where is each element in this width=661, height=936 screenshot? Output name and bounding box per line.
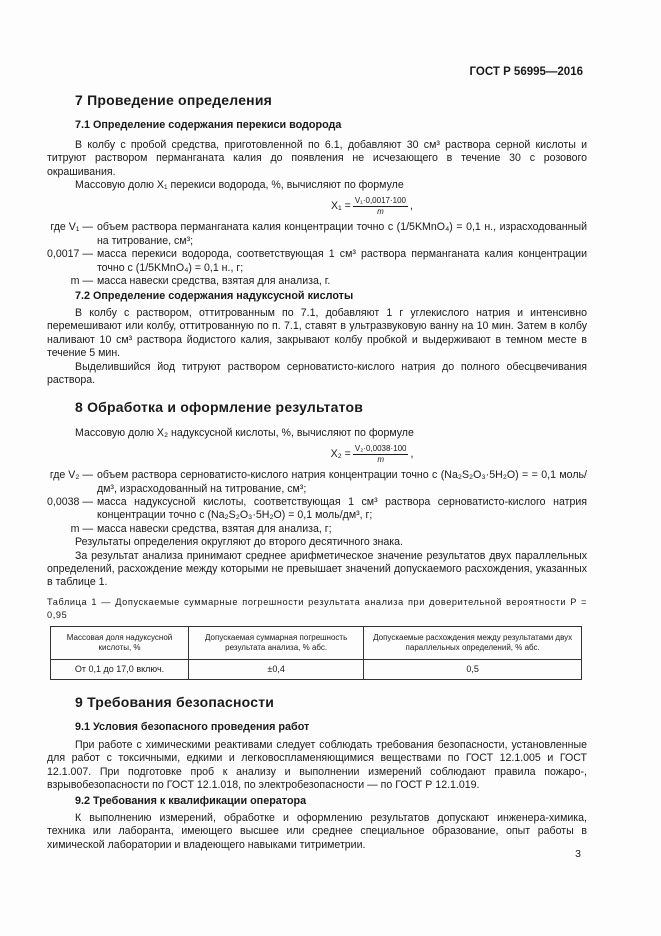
paragraph: Массовую долю X₂ надуксусной кислоты, %, вычисляют по формуле <box>75 426 414 439</box>
table-header-cell: Допускаемая суммарная погрешность результата анализа, % абс. <box>189 626 364 659</box>
section-7-1-title: 7.1 Определение содержания перекиси водорода <box>75 119 342 132</box>
formula-tail: , <box>410 200 413 213</box>
table-row <box>51 659 582 679</box>
document-id-header: ГОСТ Р 56995—2016 <box>469 66 583 78</box>
paragraph: Результаты определения округляют до второго десятичного знака. <box>75 536 404 549</box>
paragraph: В колбу с раствором, оттитрованным по 7.1, добавляют 1 г углекислого натрия и интенсивно перемешивают или колбу, оттитрованную по п. 7.1, ставят в ультразвуковую ванну на 10 мин. Затем в колбу наливают 10 см³ раствора йодистого калия, закрывают колбу пробкой и выдерживают в темном месте в течение 5 мин. <box>47 306 587 360</box>
formula-tail: , <box>410 447 414 460</box>
paragraph: Массовую долю X₁ перекиси водорода, %, вычисляют по формуле <box>75 179 404 192</box>
table-cell: 0,5 <box>364 659 582 679</box>
formula-lhs: X₂ = <box>330 447 351 460</box>
legend-key: m — <box>70 275 93 288</box>
formula-fraction <box>353 196 408 217</box>
legend-key: 0,0038 — <box>47 495 93 508</box>
formula-legend <box>47 469 587 536</box>
legend-value: масса перекиси водорода, соответствующая 1 см³ раствора перманганата калия концентрации точно c (1/5KMnO₄) = 0,1 н., г; <box>96 248 587 274</box>
formula-denominator: m <box>377 207 384 217</box>
section-7-2-title: 7.2 Определение содержания надуксусной кислоты <box>75 290 354 303</box>
formula-fraction <box>353 444 409 465</box>
document-body <box>47 94 587 852</box>
table-caption: Таблица 1 — Допускаемые суммарные погрешности результата анализа при доверительной вероятности P = 0,95 <box>47 596 587 621</box>
table-cell: От 0,1 до 17,0 включ. <box>51 659 189 679</box>
formula-lhs: X₁ = <box>331 200 351 213</box>
formula-x1 <box>157 196 587 217</box>
legend-value: масса надуксусной кислоты, соответствующая 1 см³ раствора серноватисто-кислого натрия концентрации точно c (Na₂S₂O₃·5H₂O) = 0,1 моль/дм³, г; <box>96 495 587 522</box>
legend-key: где V₂ — <box>49 469 93 482</box>
section-8-title: 8 Обработка и оформление результатов <box>75 399 364 416</box>
table-cell: ±0,4 <box>189 659 364 679</box>
section-7-title: 7 Проведение определения <box>75 92 273 108</box>
legend-value: масса навески средства, взятая для анализа, г. <box>96 275 331 288</box>
paragraph: При работе с химическими реактивами следует соблюдать требования безопасности, установленные для работ с токсичными, едкими и легковоспламеняющимися веществами по ГОСТ 12.1.005 и ГОСТ 12.1.007. При подготовке проб к анализу и выполнении измерений соблюдают правила пожаро-, взрывобезопасности по ГОСТ 12.1.018, по электробезопасности — по ГОСТ Р 12.1.019. <box>47 738 587 792</box>
tolerance-table <box>50 626 582 680</box>
formula-numerator: V₂·0,0038·100 <box>354 444 407 454</box>
formula-denominator: m <box>377 455 384 465</box>
section-9-2-title: 9.2 Требования к квалификации оператора <box>75 795 307 808</box>
section-9-title: 9 Требования безопасности <box>75 694 275 710</box>
table-header-row <box>51 626 582 659</box>
section-9-1-title: 9.1 Условия безопасного проведения работ <box>75 721 310 734</box>
legend-value: объем раствора перманганата калия концентрации точно c (1/5KMnO₄) = 0,1 н., израсходованный на титрование, см³; <box>96 221 587 247</box>
legend-key: 0,0017 — <box>47 248 93 261</box>
page-number: 3 <box>575 848 581 860</box>
paragraph: В колбу с пробой средства, приготовленной по 6.1, добавляют 30 см³ раствора серной кислоты и титруют раствором перманганата калия до появления не исчезающего в течение 30 с розового окрашивания. <box>47 138 587 178</box>
formula-legend <box>47 221 587 288</box>
paragraph: За результат анализа принимают среднее арифметическое значение результатов двух параллельных определений, расхождение между которыми не превышает значений допускаемого расхождения, указанных в таблице 1. <box>47 549 587 589</box>
legend-key: m — <box>70 522 93 535</box>
formula-x2 <box>157 444 587 465</box>
legend-key: где V₁ — <box>50 221 93 234</box>
legend-value: масса навески средства, взятая для анализа, г; <box>96 522 332 535</box>
legend-value: объем раствора серноватисто-кислого натрия концентрации точно c (Na₂S₂O₃·5H₂O) = = 0,1 моль/дм³, израсходованный на титрование, см³; <box>96 469 587 495</box>
paragraph: К выполнению измерений, обработке и оформлению результатов допускают инженера-химика, техника или лаборанта, имеющего высшее или среднее специальное образование, опыт работы в химической лаборатории и владеющего навыками титриметрии. <box>47 811 587 851</box>
paragraph: Выделившийся йод титруют раствором серноватисто-кислого натрия до полного обесцвечивания раствора. <box>47 360 587 386</box>
table-header-cell: Допускаемые расхождения между результатами двух параллельных определений, % абс. <box>364 626 582 659</box>
table-header-cell: Массовая доля надуксусной кислоты, % <box>51 626 189 659</box>
formula-numerator: V₁·0,0017·100 <box>354 196 406 206</box>
